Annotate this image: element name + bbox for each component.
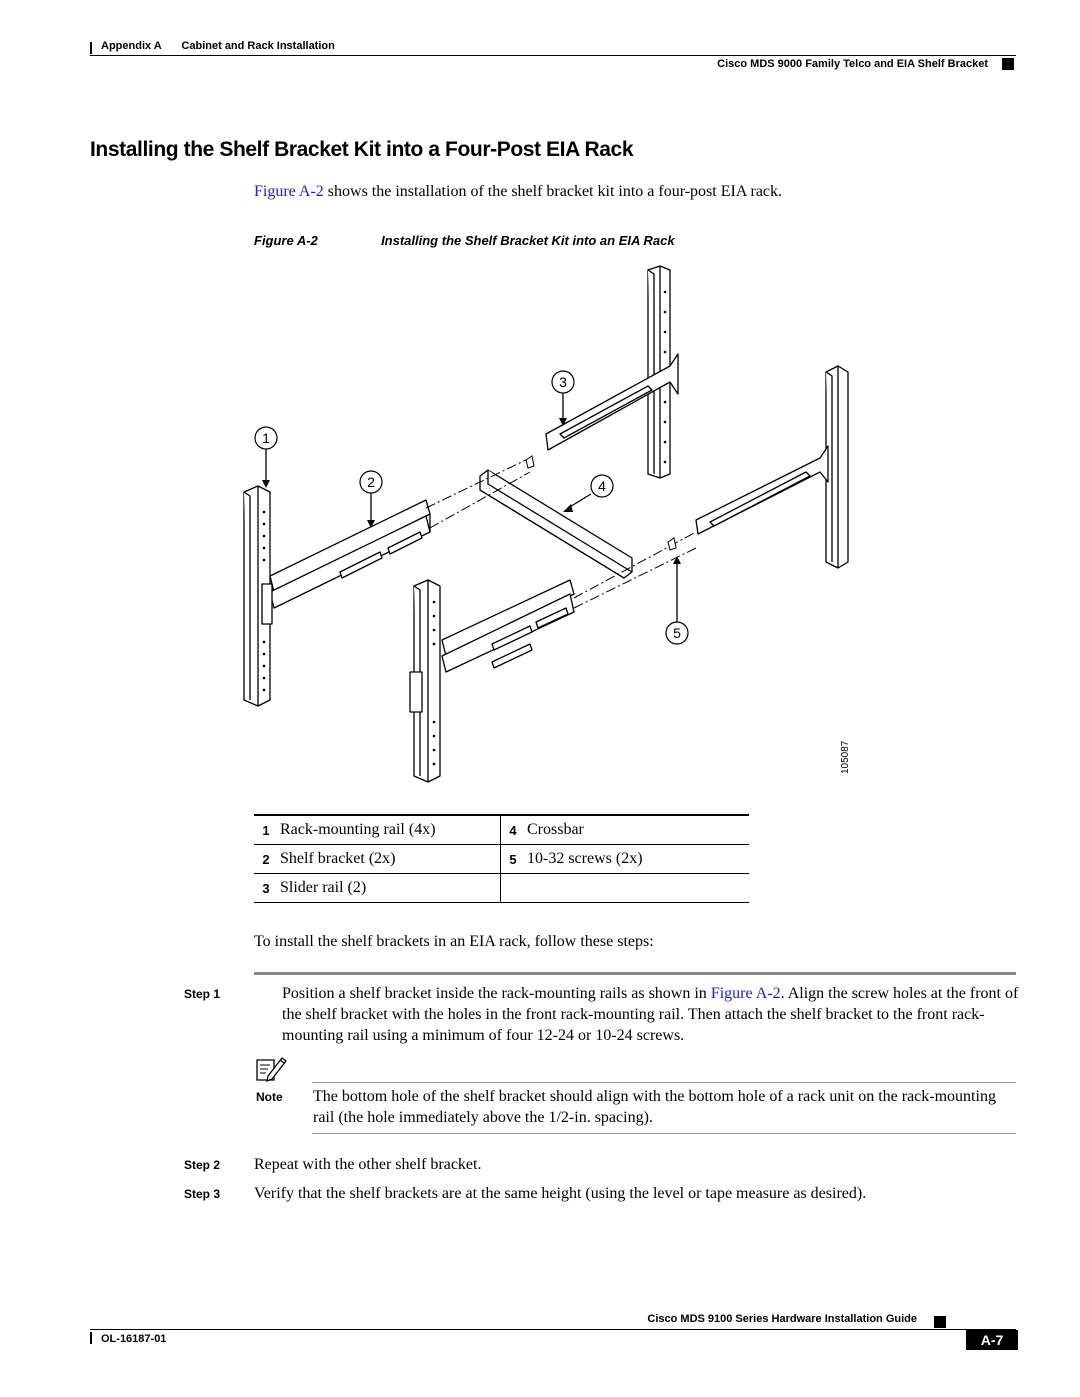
callout-4: 4	[598, 478, 606, 494]
figure-caption-text: Installing the Shelf Bracket Kit into an EIA Rack	[381, 233, 675, 248]
step-3-label: Step 3	[184, 1187, 221, 1201]
figure-link[interactable]: Figure A-2	[254, 183, 324, 200]
shelf-bracket-left	[262, 500, 430, 624]
step-2-text: Repeat with the other shelf bracket.	[254, 1156, 482, 1173]
note-pencil-icon	[254, 1054, 288, 1084]
header-rule	[90, 55, 1016, 56]
legend-text: Shelf bracket (2x)	[278, 845, 501, 874]
intro-text: shows the installation of the shelf bracket kit into a four-post EIA rack.	[323, 183, 783, 200]
legend-num: 5	[501, 845, 526, 874]
step-1-figure-link[interactable]: Figure A-2	[710, 985, 781, 1002]
note-bottom-rule	[312, 1133, 1016, 1134]
section-title: Installing the Shelf Bracket Kit into a Four-Post EIA Rack	[90, 138, 634, 161]
rail-holes	[263, 291, 667, 766]
steps-rule	[254, 972, 1016, 975]
page-number-tab	[966, 1330, 1018, 1350]
legend-num: 2	[254, 845, 278, 874]
footer-square	[934, 1316, 946, 1328]
legend-num: 3	[254, 874, 278, 903]
figure-id-number: 105087	[840, 740, 851, 774]
rack-rail-back-right	[826, 366, 848, 568]
step-2-label: Step 2	[184, 1158, 221, 1172]
slider-rail-right	[696, 446, 828, 534]
chapter-title: Cabinet and Rack Installation	[181, 40, 335, 52]
lead-in: To install the shelf brackets in an EIA rack, follow these steps:	[254, 933, 654, 950]
footer-rule	[90, 1329, 1016, 1330]
header-right-square	[1002, 58, 1014, 70]
header-left-bar	[90, 42, 92, 54]
legend-text: Rack-mounting rail (4x)	[278, 815, 501, 845]
legend-text: Slider rail (2)	[278, 874, 501, 903]
footer-left-bar	[90, 1332, 92, 1344]
header-section-title: Cisco MDS 9000 Family Telco and EIA Shelf Bracket	[717, 58, 988, 70]
intro-paragraph	[254, 181, 782, 202]
step-1-label: Step 1	[184, 987, 221, 1001]
rack-illustration	[230, 262, 870, 792]
legend-num: 1	[254, 815, 278, 845]
header-chapter	[101, 40, 335, 52]
footer-doc-number: OL-16187-01	[101, 1333, 167, 1345]
step-3-text: Verify that the shelf brackets are at the same height (using the level or tape measure as desired).	[254, 1185, 867, 1202]
legend-text: 10-32 screws (2x)	[525, 845, 749, 874]
footer-guide-title: Cisco MDS 9100 Series Hardware Installation Guide	[647, 1313, 917, 1325]
step-1-text-b: . Align the screw holes at the front of the shelf bracket with the holes in the front rack-mounting rail. Then attach the shelf bracket to the front rack-mounting rail using a minimum of four 12-24 or 10-24 screws.	[282, 985, 1019, 1044]
legend-table	[254, 814, 749, 903]
callout-2: 2	[367, 474, 375, 490]
callout-1: 1	[262, 430, 270, 446]
step-1-text-a: Position a shelf bracket inside the rack-mounting rails as shown in	[282, 985, 711, 1002]
figure-label: Figure A-2	[254, 233, 318, 248]
figure-caption	[254, 233, 675, 248]
note-label: Note	[256, 1090, 283, 1104]
legend-text	[525, 874, 749, 903]
legend-num	[501, 874, 526, 903]
legend-row	[254, 874, 749, 903]
callout-3: 3	[559, 374, 567, 390]
note-text: The bottom hole of the shelf bracket should align with the bottom hole of a rack unit on the rack-mounting rail (the hole immediately above the 1/2-in. spacing).	[313, 1088, 996, 1126]
legend-num: 4	[501, 815, 526, 845]
page-number: A-7	[980, 1332, 1004, 1348]
legend-row	[254, 815, 749, 845]
legend-row	[254, 845, 749, 874]
chapter-label: Appendix A	[101, 40, 162, 52]
note-top-rule	[312, 1082, 1016, 1083]
callout-5: 5	[673, 625, 681, 641]
legend-text: Crossbar	[525, 815, 749, 845]
step-1-text	[282, 983, 1020, 1046]
